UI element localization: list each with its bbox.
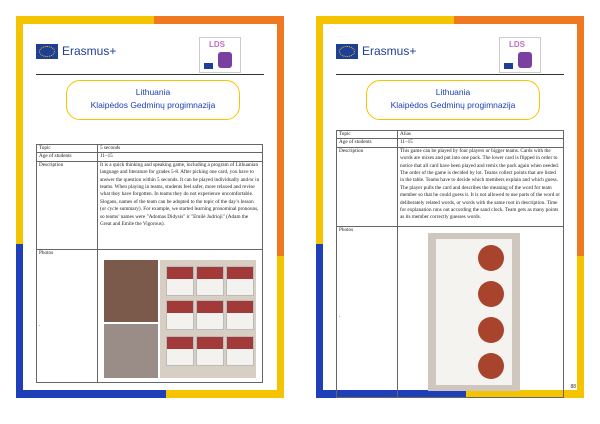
ornament-icon [478,317,504,343]
photos-cell [98,249,263,382]
info-table [336,130,564,398]
page-number: 88 [570,384,576,390]
cards-photo [428,233,520,391]
topic-label: Topic [337,131,398,139]
decor-stripe [316,24,323,244]
title-box [366,80,540,120]
decor-stripe [277,256,284,398]
topic-label: Topic [37,145,98,153]
decor-stripe [16,16,156,24]
decor-stripe [454,16,584,24]
classroom-photo [104,260,158,322]
card [166,266,194,296]
photos-dot: . [339,312,341,319]
eu-flag-icon [204,63,213,69]
erasmus-logo-text: Erasmus+ [362,44,417,58]
age-value: 11–15 [98,153,263,161]
age-label: Age of students [37,153,98,161]
decor-stripe [154,16,284,24]
topic-value: 5 seconds [98,145,263,153]
topic-value: Alias [398,131,564,139]
cards-photo [160,260,256,378]
card [196,336,224,366]
photos-label-cell [37,249,98,382]
decor-stripe [577,16,584,256]
eu-flag-icon [504,63,513,69]
card [196,266,224,296]
decor-stripe [316,16,456,24]
info-table [36,144,263,383]
card [166,336,194,366]
lds-logo-text: LDS [209,40,225,49]
decor-stripe [316,244,323,398]
lds-logo [199,37,241,73]
classroom-photo [104,324,158,378]
decor-stripe [16,390,166,398]
ornament-icon [478,353,504,379]
lds-logo [499,37,541,73]
eu-flag-icon [336,44,358,59]
erasmus-logo-text: Erasmus+ [62,44,117,58]
school-title: Klaipėdos Gedminų progimnazija [390,100,516,110]
card [166,300,194,330]
country-title: Lithuania [135,87,171,97]
ornament-icon [478,245,504,271]
decor-stripe [16,244,23,398]
title-box [66,80,240,120]
decor-stripe [577,256,584,398]
document-page-left [16,16,284,398]
photos-cell [398,226,564,397]
photos-label: Photos [39,249,54,256]
ornament-icon [478,281,504,307]
lds-logo-text: LDS [509,40,525,49]
description-label: Description [337,147,398,226]
card [226,266,254,296]
description-value: It is a quick thinking and speaking game, including a program of Lithuanian language and literature for grades 5-8. After picking one card, you have to answer the question within 5 seconds. It can be played individually and/or in teams. When playing in teams, students feel safer, more relaxed and revise what they have forgotten. In teams they do not experience uncomfortable. Slogans, names of the team can be adopted to the topic of the day’s lesson (or cycle summary). For example, we started learning pronominal pronouns, so teams’ names were "Adomas Didysis" ir "Emilė Judrioji" (Adam the Great and Emile the Vigorous). [98,161,263,249]
person-icon [218,52,232,68]
photos-dot: . [39,321,41,328]
decor-stripe [16,24,23,244]
eu-flag-icon [36,44,58,59]
header-divider [36,74,264,75]
decor-stripe [166,390,284,398]
school-title: Klaipėdos Gedminų progimnazija [90,100,216,110]
age-label: Age of students [337,139,398,147]
photos-label: Photos [339,226,354,233]
header-divider [336,74,564,75]
photos-label-cell [337,226,398,397]
decor-stripe [277,16,284,256]
description-label: Description [37,161,98,249]
age-value: 11–15 [398,139,564,147]
person-icon [518,52,532,68]
card [226,336,254,366]
country-title: Lithuania [435,87,471,97]
document-page-right [316,16,584,398]
description-value: This game can be played by four players or bigger teams. Cards with the words are mixes and put into one pack. The lower card is flipped in order to notice that all card have been played and remix the pack again when needed. The order of the game is decided by lot. Teams collect points that are listed in the table. Teams have to decide which members explain and which guess. The player pulls the card and describes the meaning of the word for team member so that he could guess it. It is not allowed to use parts of the word or deliberately related words, or words with the same root in description. Time for explanation runs out according the sand clock. Team gets as many points as its member correctly guesses words. [398,147,564,226]
card [196,300,224,330]
card [226,300,254,330]
